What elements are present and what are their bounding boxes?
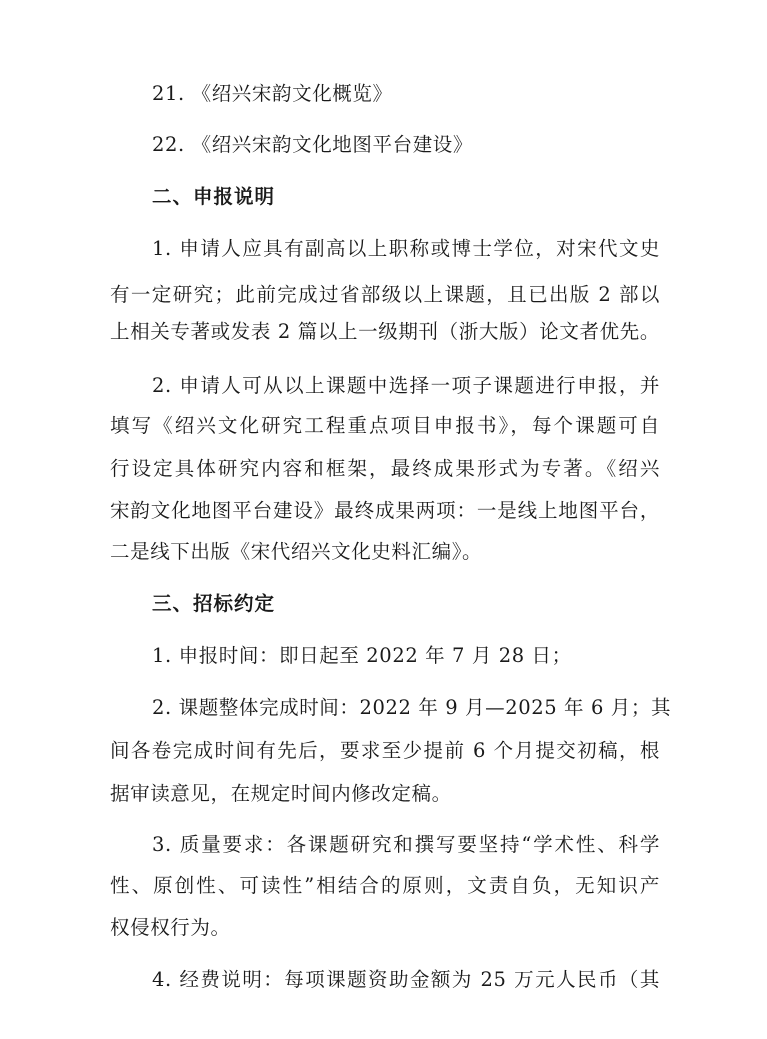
paragraph-line: 1. 申报时间：即日起至 2022 年 7 月 28 日； [152,644,572,667]
list-item-22: 22. 《绍兴宋韵文化地图平台建设》 [152,133,474,156]
paragraph-line: 间各卷完成时间有先后，要求至少提前 6 个月提交初稿，根 [110,739,660,762]
paragraph-line: 3. 质量要求：各课题研究和撰写要坚持“学术性、科学 [152,833,660,856]
paragraph-line: 据审读意见，在规定时间内修改定稿。 [110,782,452,805]
paragraph-line: 二是线下出版《宋代绍兴文化史料汇编》。 [110,540,483,563]
paragraph-line: 权侵权行为。 [110,916,231,939]
paragraph-line: 2. 申请人可从以上课题中选择一项子课题进行申报，并 [152,374,660,397]
paragraph-line: 有一定研究；此前完成过省部级以上课题，且已出版 2 部以 [110,283,660,306]
paragraph-line: 行设定具体研究内容和框架，最终成果形式为专著。《绍兴 [110,457,660,480]
paragraph-line: 填写《绍兴文化研究工程重点项目申报书》，每个课题可自 [110,414,660,437]
section-heading-declaration: 二、申报说明 [152,185,276,208]
paragraph-line: 宋韵文化地图平台建设》最终成果两项：一是线上地图平台， [110,499,660,522]
paragraph-line: 性、原创性、可读性”相结合的原则，文责自负，无知识产 [110,874,660,897]
list-item-21: 21. 《绍兴宋韵文化概览》 [152,82,393,105]
section-heading-bidding: 三、招标约定 [152,592,276,615]
paragraph-line: 4. 经费说明：每项课题资助金额为 25 万元人民币（其 [152,968,660,991]
paragraph-line: 2. 课题整体完成时间：2022 年 9 月—2025 年 6 月；其 [152,696,672,719]
paragraph-line: 1. 申请人应具有副高以上职称或博士学位，对宋代文史 [152,237,660,260]
paragraph-line: 上相关专著或发表 2 篇以上一级期刊（浙大版）论文者优先。 [110,320,660,343]
